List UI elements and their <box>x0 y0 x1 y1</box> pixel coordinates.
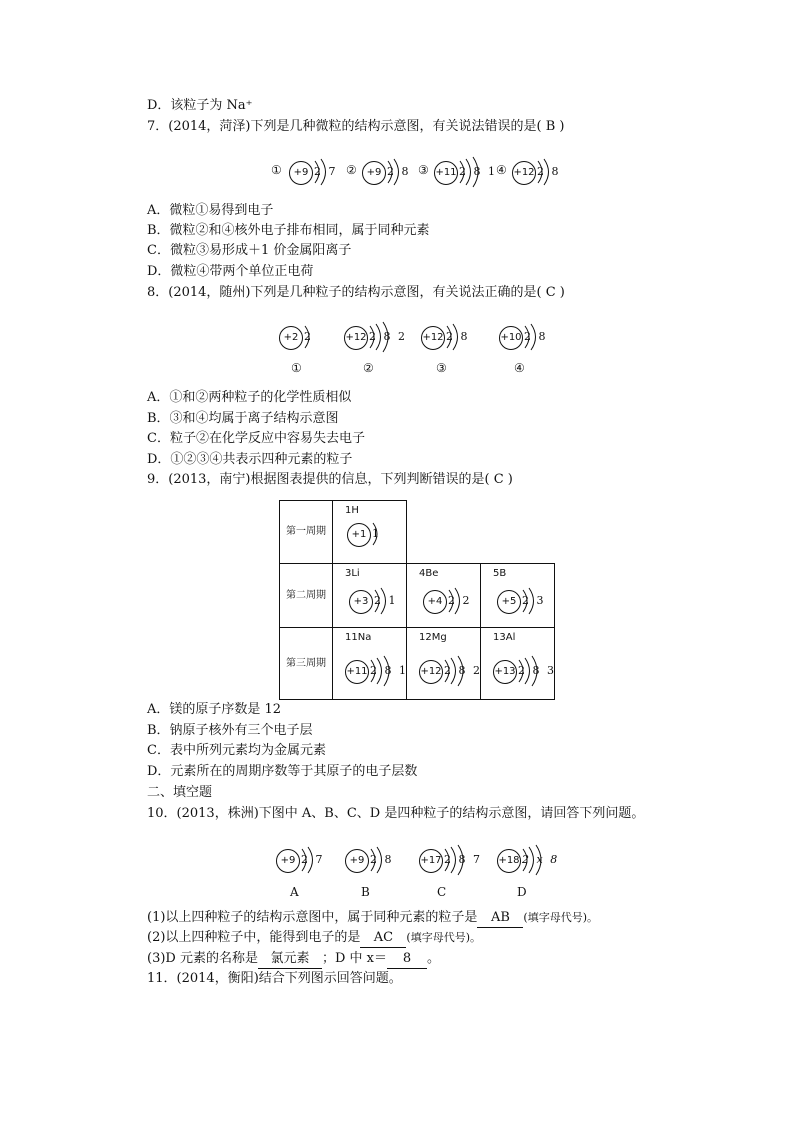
q10-1-prompt: (1)以上四种粒子的结构示意图中，属于同种元素的粒子是 <box>147 910 478 925</box>
period-1-header: 第一周期 <box>280 501 333 564</box>
q10-3-mid: ；D 中 x＝ <box>321 951 388 966</box>
cell-label: 1H <box>345 505 359 516</box>
q10-1-answer: AB <box>477 909 523 928</box>
nucleus: +18 <box>497 849 521 873</box>
section-heading: 二、填空题 <box>147 785 213 800</box>
cell-na <box>333 628 407 700</box>
question-9: 9．(2013，南宁)根据图表提供的信息，下列判断错误的是( C ) <box>147 472 513 487</box>
nucleus: +9 <box>345 849 369 873</box>
nucleus: +9 <box>289 161 313 185</box>
q10-3-answer-x: 8 <box>387 950 427 969</box>
electron-config: 2 <box>304 330 313 343</box>
electron-config: 1 <box>372 527 381 540</box>
q8-option-c: C．粒子②在化学反应中容易失去电子 <box>147 431 365 446</box>
nucleus: +13 <box>493 660 517 684</box>
question-10: 10．(2013，株洲)下图中 A、B、C、D 是四种粒子的结构示意图，请回答下列问题。 <box>147 806 645 821</box>
q10-2-prompt: (2)以上四种粒子中，能得到电子的是 <box>147 930 361 945</box>
q7-atom-3-label: ③ <box>418 163 429 177</box>
nucleus: +12 <box>419 660 443 684</box>
nucleus: +12 <box>344 326 368 350</box>
cell-b <box>481 564 555 628</box>
q8-atom-1-label: ① <box>291 361 302 375</box>
cell-al <box>481 628 555 700</box>
q7-atom-2-label: ② <box>346 163 357 177</box>
cell-label: 13Al <box>493 632 516 643</box>
q10-atom-d-label: D <box>517 885 527 899</box>
electron-config: 2 7 <box>314 165 338 178</box>
q7-option-c: C．微粒③易形成＋1 价金属阳离子 <box>147 243 352 258</box>
q7-option-a: A．微粒①易得到电子 <box>147 203 274 218</box>
nucleus: +2 <box>279 326 303 350</box>
nucleus: +11 <box>345 660 369 684</box>
electron-config: 2 1 <box>374 594 398 607</box>
electron-config: 2 7 <box>301 853 325 866</box>
q9-periodic-table <box>279 500 555 700</box>
cell-label: 4Be <box>419 568 439 579</box>
q8-option-b: B．③和④均属于离子结构示意图 <box>147 411 339 426</box>
cell-h <box>333 501 407 564</box>
q7-atom-4-label: ④ <box>496 163 507 177</box>
electron-config: 2 x 8 <box>522 853 560 866</box>
nucleus: +11 <box>434 161 458 185</box>
period-3-header: 第三周期 <box>280 628 333 700</box>
q10-part-3 <box>147 950 440 969</box>
question-11: 11．(2014，衡阳)结合下列图示回答问题。 <box>147 971 402 986</box>
electron-config: 2 8 <box>387 165 411 178</box>
electron-config: 2 8 2 <box>444 664 482 677</box>
question-7: 7．(2014，菏泽)下列是几种微粒的结构示意图，有关说法错误的是( B ) <box>147 119 565 134</box>
period-2-header: 第二周期 <box>280 564 333 628</box>
q9-option-d: D．元素所在的周期序数等于其原子的电子层数 <box>147 764 418 779</box>
nucleus: +9 <box>276 849 300 873</box>
q8-option-d: D．①②③④共表示四种元素的粒子 <box>147 452 353 467</box>
nucleus: +12 <box>421 326 445 350</box>
question-8: 8．(2014，随州)下列是几种粒子的结构示意图，有关说法正确的是( C ) <box>147 285 565 300</box>
nucleus: +9 <box>362 161 386 185</box>
electron-config: 2 8 <box>370 853 394 866</box>
q10-3-prompt: (3)D 元素的名称是 <box>147 951 258 966</box>
cell-label: 5B <box>493 568 507 579</box>
q10-3-end: 。 <box>427 951 441 966</box>
electron-config: 2 8 7 <box>444 853 482 866</box>
q8-option-a: A．①和②两种粒子的化学性质相似 <box>147 390 352 405</box>
q8-atom-2-label: ② <box>363 361 374 375</box>
electron-config: 2 8 <box>537 165 561 178</box>
electron-config: 2 3 <box>522 594 546 607</box>
nucleus: +17 <box>419 849 443 873</box>
electron-config: 2 8 1 <box>370 664 408 677</box>
q10-atom-b-label: B <box>361 885 370 899</box>
q9-option-b: B．钠原子核外有三个电子层 <box>147 723 313 738</box>
nucleus: +3 <box>349 590 373 614</box>
electron-config: 2 8 1 <box>459 165 497 178</box>
electron-config: 2 2 <box>448 594 472 607</box>
cell-label: 11Na <box>345 632 372 643</box>
electron-config: 2 8 <box>524 330 548 343</box>
nucleus: +12 <box>512 161 536 185</box>
q9-option-a: A．镁的原子序数是 12 <box>147 702 282 717</box>
electron-config: 2 8 3 <box>518 664 556 677</box>
q7-option-d: D．微粒④带两个单位正电荷 <box>147 264 314 279</box>
q10-part-2 <box>147 929 481 948</box>
cell-mg <box>407 628 481 700</box>
q7-option-b: B．微粒②和④核外电子排布相同，属于同种元素 <box>147 223 430 238</box>
q10-atom-c-label: C <box>437 885 447 899</box>
cell-be <box>407 564 481 628</box>
nucleus: +1 <box>347 523 371 547</box>
q8-atom-3-label: ③ <box>436 361 447 375</box>
q6-option-d: D．该粒子为 Na⁺ <box>147 98 253 113</box>
q10-2-hint: (填字母代号)。 <box>406 931 482 944</box>
q10-part-1 <box>147 909 598 928</box>
q10-1-hint: (填字母代号)。 <box>523 911 599 924</box>
cell-label: 3Li <box>345 568 360 579</box>
nucleus: +5 <box>497 590 521 614</box>
q10-2-answer: AC <box>360 929 406 948</box>
cell-label: 12Mg <box>419 632 447 643</box>
q9-option-c: C．表中所列元素均为金属元素 <box>147 743 326 758</box>
q10-atom-a-label: A <box>290 885 299 899</box>
cell-li <box>333 564 407 628</box>
q8-atom-4-label: ④ <box>514 361 525 375</box>
nucleus: +4 <box>423 590 447 614</box>
nucleus: +10 <box>499 326 523 350</box>
q7-atom-1-label: ① <box>271 163 282 177</box>
electron-config: 2 8 2 <box>369 330 407 343</box>
q10-3-answer: 氯元素 <box>258 950 322 969</box>
electron-config: 2 8 <box>446 330 470 343</box>
